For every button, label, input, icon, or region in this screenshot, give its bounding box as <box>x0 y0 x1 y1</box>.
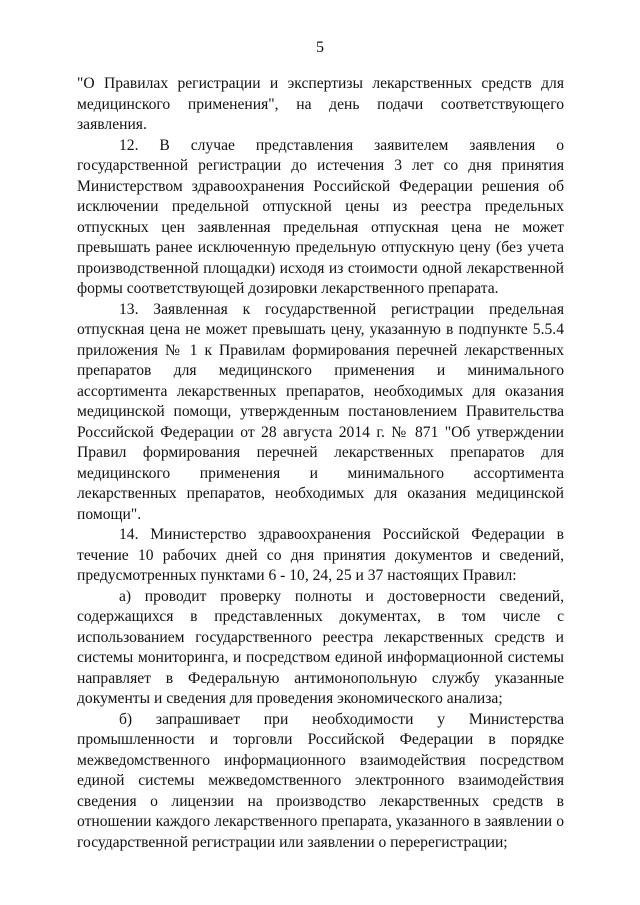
paragraph-continuation: "О Правилах регистрации и экспертизы лекарственных средств для медицинского применения", на день подачи соответствующего заявления. <box>77 75 564 133</box>
paragraph-clause-13: 13. Заявленная к государственной регистрации предельная отпускная цена не может превышать цену, указанную в подпункте 5.5.4 приложения № 1 к Правилам формирования перечней лекарственных препаратов для медицинского применения и минимального ассортимента лекарственных препаратов, необходимых для оказания медицинской помощи, утвержденным постановлением Правительства Российской Федерации от 28 августа 2014 г. № 871 "Об утверждении Правил формирования перечней лекарственных препаратов для медицинского применения и минимального ассортимента лекарственных препаратов, необходимых для оказания медицинской помощи". <box>77 300 564 523</box>
page-number: 5 <box>316 39 324 56</box>
paragraph-subclause-b: б) запрашивает при необходимости у Министерства промышленности и торговли Российской Федерации в порядке межведомственного информационного взаимодействия посредством единой системы межведомственного электронного взаимодействия сведения о лицензии на производство лекарственных средств в отношении каждого лекарственного препарата, указанного в заявлении о государственной регистрации или заявлении о перерегистрации; <box>77 710 564 851</box>
paragraph-clause-14: 14. Министерство здравоохранения Российской Федерации в течение 10 рабочих дней со дня принятия документов и сведений, предусмотренных пунктами 6 - 10, 24, 25 и 37 настоящих Правил: <box>77 526 564 584</box>
paragraph-clause-12: 12. В случае представления заявителем заявления о государственной регистрации до истечения 3 лет со дня принятия Министерством здравоохранения Российской Федерации решения об исключении предельной отпускной цены из реестра предельных отпускных цен заявленная предельная отпускная цена не может превышать ранее исключенную предельную отпускную цену (без учета производственной площадки) исходя из стоимости одной лекарственной формы соответствующей дозировки лекарственного препарата. <box>77 136 564 297</box>
document-body <box>77 74 564 853</box>
paragraph-subclause-a: а) проводит проверку полноты и достоверности сведений, содержащихся в представленных документах, в том числе с использованием государственного реестра лекарственных средств и системы мониторинга, и посредством единой информационной системы направляет в Федеральную антимонопольную службу указанные документы и сведения для проведения экономического анализа; <box>77 587 564 707</box>
